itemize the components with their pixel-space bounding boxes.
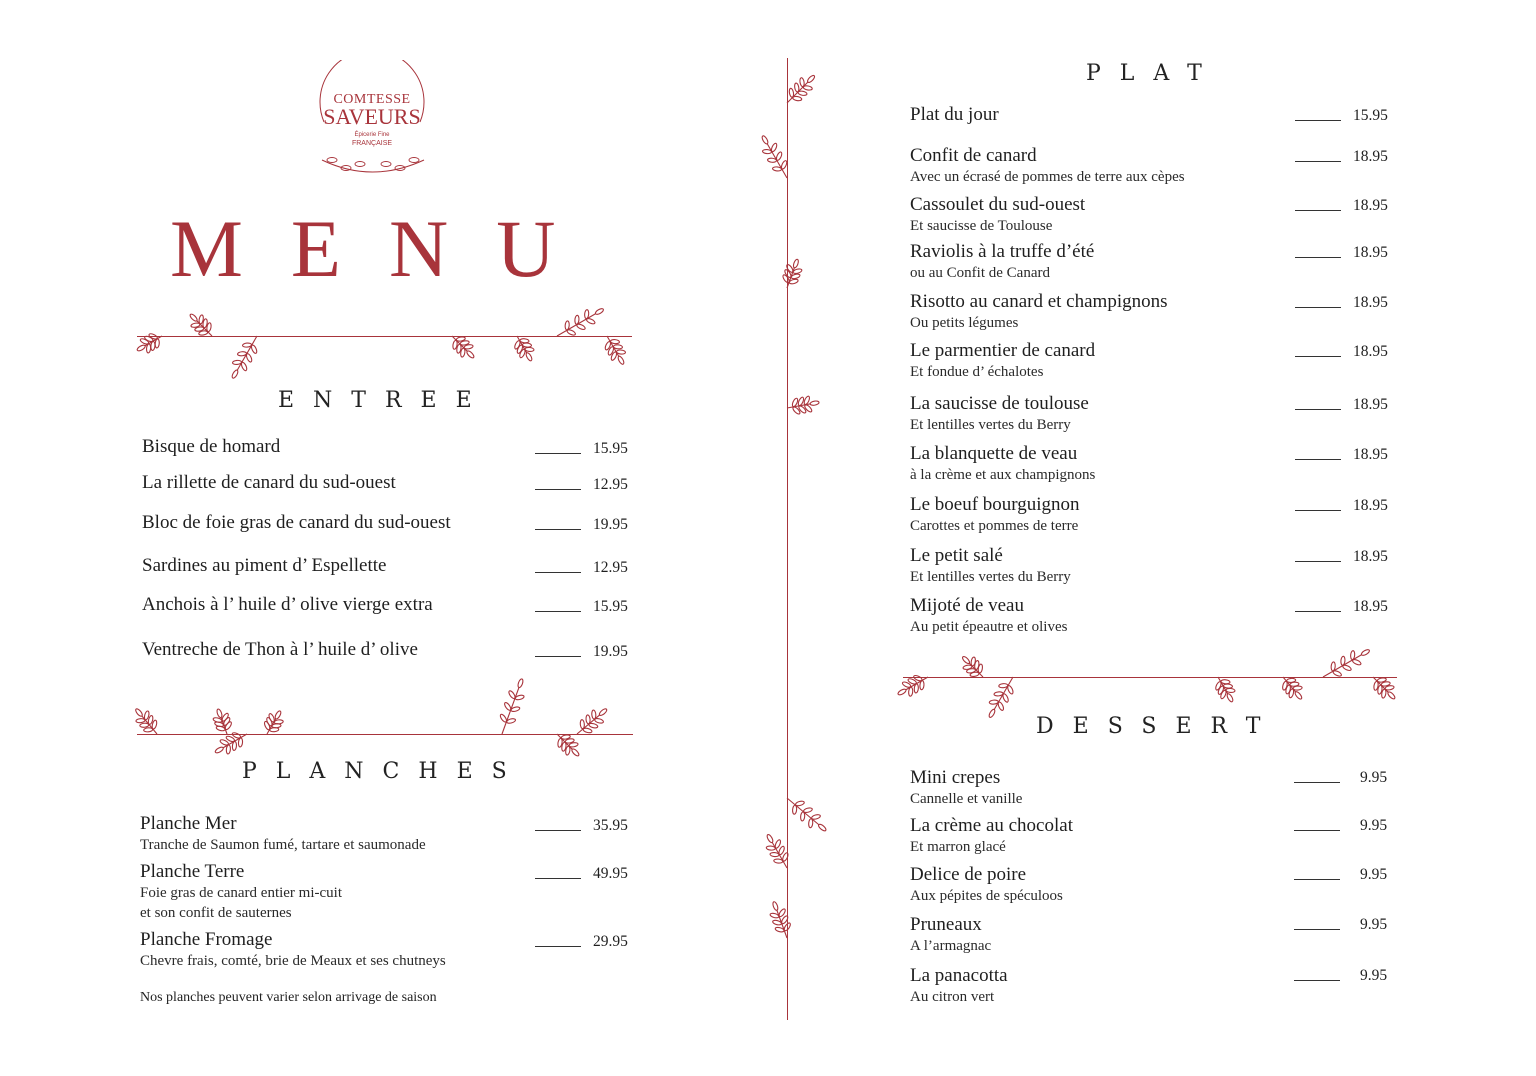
plat-item xyxy=(910,241,1094,283)
dish-name: Cassoulet du sud-ouest xyxy=(910,194,1086,215)
dish-name: Raviolis à la truffe d’été xyxy=(910,241,1095,262)
dish-price: 18.95 xyxy=(1353,446,1388,463)
dessert-item xyxy=(910,767,1022,809)
section-title-dessert: DESSERT xyxy=(1036,714,1280,739)
dish-price: 12.95 xyxy=(593,559,628,576)
dish-name: Pruneaux xyxy=(910,914,982,935)
entree-item xyxy=(142,594,433,616)
dish-price: 18.95 xyxy=(1353,343,1388,360)
dish-description: Au petit épeautre et olives xyxy=(910,619,1068,635)
entree-item xyxy=(142,472,396,494)
dish-price: 9.95 xyxy=(1360,967,1388,984)
price-leader xyxy=(535,878,581,879)
plat-item xyxy=(910,194,1085,236)
plat-item xyxy=(910,595,1067,637)
dish-name: Le petit salé xyxy=(910,545,1003,566)
dish-price: 18.95 xyxy=(1353,244,1388,261)
price-leader xyxy=(1295,307,1341,308)
price-leader xyxy=(535,572,581,573)
dish-price: 35.95 xyxy=(593,817,628,834)
dish-price: 18.95 xyxy=(1353,497,1388,514)
dessert-item xyxy=(910,914,991,956)
price-leader xyxy=(1294,830,1340,831)
plat-item xyxy=(910,494,1080,536)
price-leader xyxy=(1294,782,1340,783)
dish-name: La saucisse de toulouse xyxy=(910,393,1089,414)
section-title-planches: PLANCHES xyxy=(242,759,526,784)
price-leader xyxy=(1295,210,1341,211)
dish-price: 9.95 xyxy=(1360,866,1388,883)
dish-name: Bisque de homard xyxy=(142,436,281,457)
price-leader xyxy=(1295,409,1341,410)
dish-price: 18.95 xyxy=(1353,197,1388,214)
price-leader xyxy=(1294,980,1340,981)
entree-item xyxy=(142,639,418,661)
dish-name: La blanquette de veau xyxy=(910,443,1078,464)
garland-mid-left xyxy=(137,680,633,760)
section-title-entree: ENTREE xyxy=(278,388,491,413)
dish-price: 9.95 xyxy=(1360,916,1388,933)
dish-price: 18.95 xyxy=(1353,294,1388,311)
dish-description: Foie gras de canard entier mi-cuit xyxy=(140,885,343,901)
plat-item xyxy=(910,104,999,126)
price-leader xyxy=(535,453,581,454)
menu-title: MENU xyxy=(170,203,604,294)
price-leader xyxy=(535,611,581,612)
dish-price: 49.95 xyxy=(593,865,628,882)
dessert-item xyxy=(910,965,1008,1007)
dish-name: La rillette de canard du sud-ouest xyxy=(142,472,396,493)
dish-name: Planche Fromage xyxy=(140,929,273,950)
garland-top-left xyxy=(137,310,632,390)
dish-description: Carottes et pommes de terre xyxy=(910,518,1079,534)
dish-name: Le boeuf bourguignon xyxy=(910,494,1080,515)
price-leader xyxy=(1295,356,1341,357)
dish-name: Le parmentier de canard xyxy=(910,340,1096,361)
price-leader xyxy=(535,830,581,831)
planches-item xyxy=(140,861,342,923)
planches-item xyxy=(140,813,426,855)
dish-name: Delice de poire xyxy=(910,864,1027,885)
dish-name: Sardines au piment d’ Espellette xyxy=(142,555,387,576)
dish-price: 18.95 xyxy=(1353,598,1388,615)
dish-name: La crème au chocolat xyxy=(910,815,1073,836)
dish-name: Ventreche de Thon à l’ huile d’ olive xyxy=(142,639,418,660)
dish-price: 15.95 xyxy=(593,598,628,615)
plat-item xyxy=(910,145,1185,187)
price-leader xyxy=(1295,459,1341,460)
logo-line-3: Épicerie Fine xyxy=(354,132,390,138)
price-leader xyxy=(535,946,581,947)
price-leader xyxy=(535,656,581,657)
center-divider xyxy=(787,58,788,1020)
entree-item xyxy=(142,555,386,577)
dish-name: Mijoté de veau xyxy=(910,595,1024,616)
dish-name: Plat du jour xyxy=(910,104,999,125)
dish-description: Et marron glacé xyxy=(910,839,1006,855)
dish-description: Avec un écrasé de pommes de terre aux cèpes xyxy=(910,169,1185,185)
dish-price: 18.95 xyxy=(1353,396,1388,413)
logo-line-2: SAVEURS xyxy=(323,104,421,129)
plat-item xyxy=(910,291,1168,333)
price-leader xyxy=(1295,120,1341,121)
dish-description: Et saucisse de Toulouse xyxy=(910,218,1053,234)
dish-price: 18.95 xyxy=(1353,548,1388,565)
dish-price: 19.95 xyxy=(593,516,628,533)
dish-description: Aux pépites de spéculoos xyxy=(910,888,1063,904)
plat-item xyxy=(910,545,1071,587)
dessert-item xyxy=(910,815,1073,857)
dish-description: Et lentilles vertes du Berry xyxy=(910,569,1071,585)
dish-description: Ou petits légumes xyxy=(910,315,1019,331)
logo-line-1: COMTESSE xyxy=(333,92,411,107)
dish-price: 9.95 xyxy=(1360,817,1388,834)
section-title-plat: PLAT xyxy=(1086,61,1221,86)
price-leader xyxy=(1295,510,1341,511)
price-leader xyxy=(1295,257,1341,258)
price-leader xyxy=(1294,929,1340,930)
dish-name: Bloc de foie gras de canard du sud-ouest xyxy=(142,512,451,533)
dish-price: 15.95 xyxy=(593,440,628,457)
dish-description: Au citron vert xyxy=(910,989,995,1005)
planches-note: Nos planches peuvent varier selon arrivage de saison xyxy=(140,990,437,1005)
dish-name: Planche Mer xyxy=(140,813,237,834)
price-leader xyxy=(1295,561,1341,562)
dish-description: et son confit de sauternes xyxy=(140,905,292,921)
plat-item xyxy=(910,393,1089,435)
brand-logo xyxy=(316,60,428,184)
dish-name: Risotto au canard et champignons xyxy=(910,291,1168,312)
dish-name: La panacotta xyxy=(910,965,1008,986)
price-leader xyxy=(1294,879,1340,880)
price-leader xyxy=(535,489,581,490)
entree-item xyxy=(142,512,451,534)
dish-description: A l’armagnac xyxy=(910,938,992,954)
dish-description: Et lentilles vertes du Berry xyxy=(910,417,1071,433)
planches-item xyxy=(140,929,446,971)
dish-price: 18.95 xyxy=(1353,148,1388,165)
dish-description: Tranche de Saumon fumé, tartare et saumonade xyxy=(140,837,426,853)
dish-description: Chevre frais, comté, brie de Meaux et ses chutneys xyxy=(140,953,446,969)
dish-price: 12.95 xyxy=(593,476,628,493)
dish-price: 29.95 xyxy=(593,933,628,950)
price-leader xyxy=(535,529,581,530)
dish-price: 15.95 xyxy=(1353,107,1388,124)
dish-description: ou au Confit de Canard xyxy=(910,265,1050,281)
plat-item xyxy=(910,443,1095,485)
logo-line-4: FRANÇAISE xyxy=(351,140,393,147)
dish-name: Confit de canard xyxy=(910,145,1037,166)
dish-name: Mini crepes xyxy=(910,767,1001,788)
dish-price: 19.95 xyxy=(593,643,628,660)
price-leader xyxy=(1295,161,1341,162)
dessert-item xyxy=(910,864,1063,906)
dish-description: à la crème et aux champignons xyxy=(910,467,1096,483)
dish-description: Cannelle et vanille xyxy=(910,791,1023,807)
vertical-vine xyxy=(757,58,837,1018)
dish-name: Anchois à l’ huile d’ olive vierge extra xyxy=(142,594,433,615)
dish-name: Planche Terre xyxy=(140,861,245,882)
entree-item xyxy=(142,436,280,458)
dish-description: Et fondue d’ échalotes xyxy=(910,364,1044,380)
dish-price: 9.95 xyxy=(1360,769,1388,786)
price-leader xyxy=(1295,611,1341,612)
plat-item xyxy=(910,340,1095,382)
